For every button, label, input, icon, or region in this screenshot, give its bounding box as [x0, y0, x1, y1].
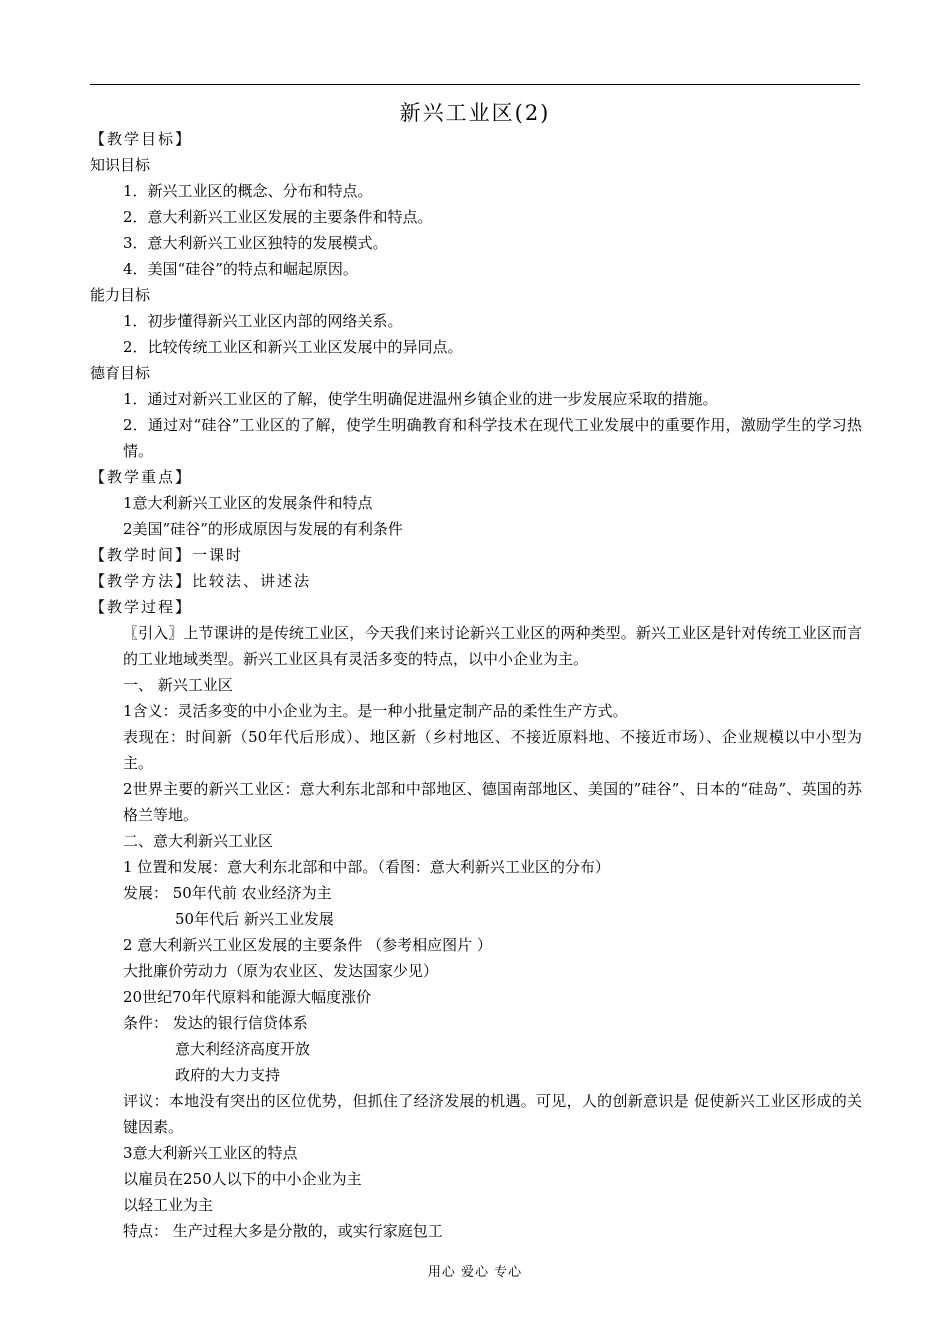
text-line: 1．通过对新兴工业区的了解，使学生明确促进温州乡镇企业的进一步发展应采取的措施。	[123, 390, 718, 408]
text-line: 50年代后 新兴工业发展	[175, 910, 334, 928]
text-line: 3．意大利新兴工业区独特的发展模式。	[123, 234, 388, 252]
text-line: 1意大利新兴工业区的发展条件和特点	[123, 494, 373, 512]
section-heading: 【教学重点】	[90, 468, 193, 486]
text-line: 1含义：灵活多变的中小企业为主。是一种小批量定制产品的柔性生产方式。	[123, 702, 628, 720]
text-line: 政府的大力支持	[175, 1066, 281, 1084]
section-heading: 【教学方法】比较法、讲述法	[90, 572, 312, 590]
text-line: 4．美国“硅谷”的特点和崛起原因。	[123, 260, 358, 278]
text-line: 表现在：时间新（50年代后形成）、地区新（乡村地区、不接近原料地、不接近市场）、企业规模以中小型为主。	[123, 728, 862, 772]
text-line: 发展： 50年代前 农业经济为主	[123, 884, 332, 902]
text-line: 以轻工业为主	[123, 1196, 214, 1214]
text-line: 条件： 发达的银行信贷体系	[123, 1014, 308, 1032]
text-line: 1 位置和发展：意大利东北部和中部。（看图：意大利新兴工业区的分布）	[123, 858, 610, 876]
text-line: 2．通过对“硅谷”工业区的了解，使学生明确教育和科学技术在现代工业发展中的重要作用，激励学生的学习热情。	[123, 416, 862, 460]
text-line: 意大利经济高度开放	[175, 1040, 311, 1058]
text-line: 〖引入〗上节课讲的是传统工业区，今天我们来讨论新兴工业区的两种类型。新兴工业区是针对传统工业区而言的工业地域类型。新兴工业区具有灵活多变的特点，以中小企业为主。	[123, 624, 862, 668]
section-heading: 【教学目标】	[90, 130, 193, 148]
text-line: 3意大利新兴工业区的特点	[123, 1144, 298, 1162]
text-line: 以雇员在250人以下的中小企业为主	[123, 1170, 362, 1188]
text-line: 能力目标	[90, 286, 151, 304]
text-line: 2．比较传统工业区和新兴工业区发展中的异同点。	[123, 338, 463, 356]
section-heading: 【教学过程】	[90, 598, 193, 616]
text-line: 一、 新兴工业区	[123, 676, 233, 694]
text-line: 知识目标	[90, 156, 151, 174]
text-line: 2．意大利新兴工业区发展的主要条件和特点。	[123, 208, 433, 226]
section-heading: 【教学时间】一课时	[90, 546, 244, 564]
text-line: 1．新兴工业区的概念、分布和特点。	[123, 182, 373, 200]
page-footer: 用心 爱心 专心	[427, 1265, 523, 1280]
text-line: 二、意大利新兴工业区	[123, 832, 274, 850]
text-line: 特点： 生产过程大多是分散的，或实行家庭包工	[123, 1222, 443, 1240]
text-line: 大批廉价劳动力（原为农业区、发达国家少见）	[123, 962, 439, 980]
text-line: 20世纪70年代原料和能源大幅度涨价	[123, 988, 372, 1006]
text-line: 2世界主要的新兴工业区：意大利东北部和中部地区、德国南部地区、美国的”硅谷”、日本的“硅岛”、英国的苏格兰等地。	[123, 780, 862, 824]
page-title: 新兴工业区(2)	[399, 101, 551, 125]
header-rule	[90, 84, 860, 85]
text-line: 1．初步懂得新兴工业区内部的网络关系。	[123, 312, 403, 330]
text-line: 2 意大利新兴工业区发展的主要条件 （参考相应图片 ）	[123, 936, 492, 954]
text-line: 德育目标	[90, 364, 151, 382]
document-body	[90, 126, 862, 1244]
text-line: 评议：本地没有突出的区位优势，但抓住了经济发展的机遇。可见，人的创新意识是 促使新兴工业区形成的关键因素。	[123, 1092, 862, 1136]
text-line: 2美国”硅谷”的形成原因与发展的有利条件	[123, 520, 403, 538]
